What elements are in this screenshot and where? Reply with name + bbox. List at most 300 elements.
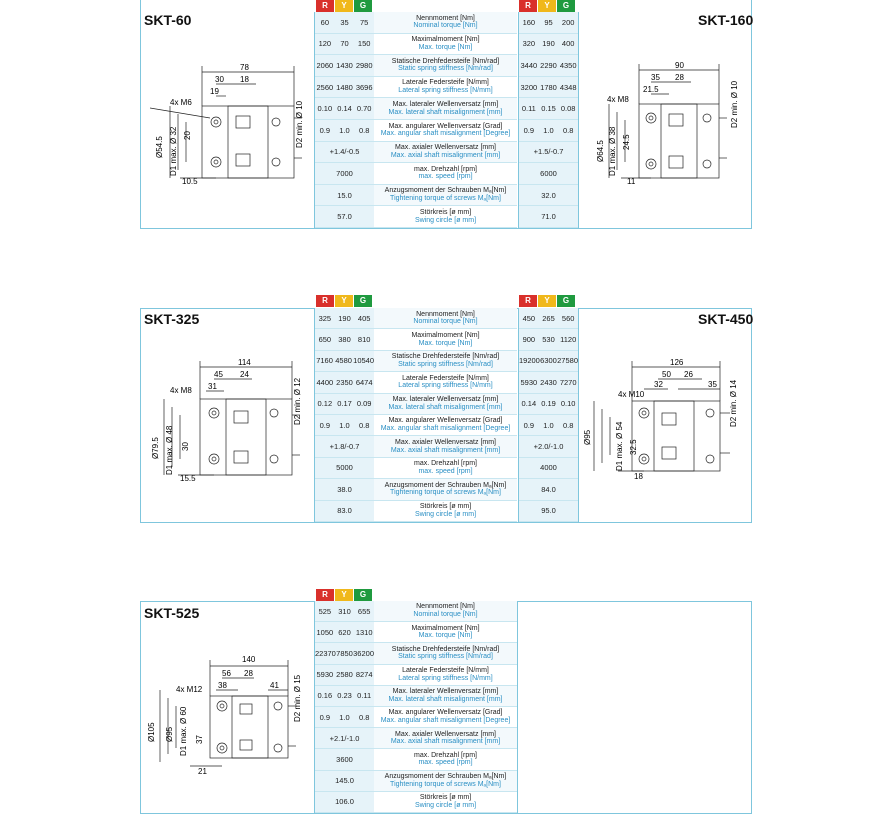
spec-label-en: Swing circle [ø mm]: [414, 801, 477, 809]
ryg-legend: R Y G: [316, 295, 373, 307]
value-row: [519, 372, 578, 393]
value-cell: 32.0: [541, 190, 556, 200]
value-row: [315, 436, 374, 457]
value-cell: 1480: [336, 82, 353, 92]
value-row: [519, 163, 578, 185]
spec-label-en: Max. angular shaft misalignment [Degree]: [380, 130, 511, 138]
value-row: [315, 415, 374, 436]
value-cell: 7160: [316, 356, 333, 366]
dim-label: 24.5: [622, 134, 631, 150]
spec-label-de: Max. lateraler Wellenversatz [mm]: [392, 688, 499, 696]
dim-label: 78: [240, 63, 249, 72]
value-cell: 2560: [316, 82, 334, 92]
spec-label-de: Statische Drehfedersteife [Nm/rad]: [391, 645, 500, 653]
value-cell: 0.08: [560, 104, 576, 114]
value-cell: 3696: [355, 82, 373, 92]
value-row: [315, 142, 374, 164]
value-cell: 650: [318, 335, 332, 345]
value-cell: 120: [318, 39, 332, 49]
value-cell: 6474: [355, 377, 373, 387]
labels-column: [374, 601, 518, 813]
spec-label-row: [374, 351, 517, 372]
dim-label: 10.5: [182, 177, 198, 186]
values-skt-325: [314, 308, 375, 522]
spec-label-en: Nominal torque [Nm]: [413, 611, 478, 619]
value-cell: 36200: [353, 648, 374, 658]
spec-label-en: Tightening torque of screws Mₐ[Nm]: [390, 489, 501, 497]
dim-label: D1 max. Ø 54: [615, 421, 624, 471]
spec-label-row: [374, 436, 517, 457]
spec-label-en: Max. angular shaft misalignment [Degree]: [380, 425, 511, 433]
spec-label-row: [374, 34, 517, 56]
value-row: [519, 120, 578, 142]
value-cell: 0.10: [560, 399, 576, 409]
spec-label-row: [374, 458, 517, 479]
dim-label: 45: [214, 370, 223, 379]
dim-label: D1 max. Ø 60: [179, 706, 188, 756]
value-cell: 190: [542, 39, 555, 49]
value-cell: 0.14: [337, 104, 352, 114]
spec-label-en: Max. lateral shaft misalignment [mm]: [388, 403, 503, 411]
value-cell: 27580: [557, 356, 578, 366]
value-row: [315, 308, 374, 329]
value-row: [315, 163, 374, 185]
spec-label-de: Max. angularer Wellenversatz [Grad]: [388, 709, 503, 717]
value-cell: 400: [561, 39, 575, 49]
dim-label: 32.5: [629, 439, 638, 455]
value-cell: 71.0: [541, 212, 556, 222]
spec-label-en: Static spring stiffness [Nm/rad]: [398, 65, 493, 73]
spec-label-en: Tightening torque of screws Mₐ[Nm]: [390, 780, 501, 788]
dim-label: D1 max. Ø 38: [608, 126, 617, 176]
spec-label-de: Max. axialer Wellenversatz [mm]: [394, 144, 496, 152]
spec-label-row: [374, 394, 517, 415]
value-cell: 0.9: [523, 420, 535, 430]
value-row: [519, 458, 578, 479]
value-cell: 900: [522, 335, 536, 345]
dim-label: 56: [222, 669, 231, 678]
value-cell: 2580: [336, 670, 353, 680]
value-cell: 0.15: [541, 104, 556, 114]
value-cell: 4348: [559, 82, 577, 92]
dim-label: Ø79.5: [151, 437, 160, 459]
spec-label-row: [374, 501, 517, 522]
dim-label: 30: [181, 442, 190, 451]
value-cell: 0.11: [521, 104, 536, 114]
value-cell: 450: [522, 313, 536, 323]
value-cell: 7270: [559, 377, 577, 387]
value-cell: 0.8: [358, 125, 370, 135]
value-row: [315, 34, 374, 56]
spec-label-en: Max. lateral shaft misalignment [mm]: [388, 108, 503, 116]
dim-label: 50: [662, 370, 671, 379]
value-cell: 0.9: [319, 712, 331, 722]
value-cell: 145.0: [335, 776, 354, 786]
values-skt-450: [518, 308, 579, 522]
value-row: [519, 436, 578, 457]
value-cell: 1.0: [339, 125, 350, 135]
value-row: [519, 351, 578, 372]
spec-label-de: max. Drehzahl [rpm]: [413, 460, 478, 468]
value-cell: 2060: [316, 60, 334, 70]
value-cell: 1780: [540, 82, 557, 92]
dim-label: D2 min. Ø 15: [293, 674, 302, 722]
value-row: [519, 415, 578, 436]
spec-label-row: [374, 206, 517, 228]
value-cell: 4000: [540, 463, 557, 473]
value-cell: 0.12: [317, 399, 333, 409]
spec-label-de: Laterale Federsteife [N/mm]: [402, 666, 489, 674]
value-cell: 4580: [335, 356, 352, 366]
value-row: [315, 394, 374, 415]
thread-label: 4x M12: [176, 685, 203, 694]
dim-label: 31: [208, 382, 217, 391]
value-row: [315, 601, 374, 622]
value-row: [315, 771, 374, 792]
spec-label-row: [374, 728, 517, 749]
thread-label: 4x M10: [618, 390, 645, 399]
value-cell: 310: [338, 606, 351, 616]
value-row: [519, 185, 578, 207]
value-cell: +2.1/-1.0: [329, 733, 360, 743]
value-cell: 0.9: [319, 420, 331, 430]
dim-label: 18: [240, 75, 249, 84]
spec-label-de: Max. axialer Wellenversatz [mm]: [394, 730, 496, 738]
spec-label-de: Nennmoment [Nm]: [416, 14, 475, 22]
spec-label-row: [374, 665, 517, 686]
value-cell: 2350: [336, 377, 353, 387]
value-cell: 380: [338, 335, 351, 345]
value-cell: 1050: [316, 627, 334, 637]
value-row: [315, 749, 374, 770]
value-cell: 0.8: [562, 420, 574, 430]
value-cell: 0.8: [562, 125, 574, 135]
value-row: [315, 643, 374, 664]
value-cell: 1.0: [543, 420, 554, 430]
spec-label-de: max. Drehzahl [rpm]: [413, 751, 478, 759]
value-cell: 1.0: [543, 125, 554, 135]
value-cell: 265: [542, 313, 555, 323]
dim-label: 32: [654, 380, 663, 389]
value-row: [315, 665, 374, 686]
dim-label: Ø105: [147, 722, 156, 742]
value-cell: 0.09: [356, 399, 372, 409]
value-row: [315, 55, 374, 77]
dim-label: 21: [198, 767, 207, 776]
dim-label: D2 min. Ø 10: [295, 100, 304, 148]
value-row: [315, 351, 374, 372]
dim-label: 19: [210, 87, 219, 96]
spec-label-row: [374, 55, 517, 77]
value-cell: 70: [340, 39, 349, 49]
dim-label: 18: [634, 472, 643, 481]
values-skt-60: [314, 12, 375, 228]
value-cell: 0.8: [358, 712, 370, 722]
dim-label: Ø54.5: [155, 136, 164, 158]
dim-label: 28: [675, 73, 684, 82]
spec-label-de: Störkreis [ø mm]: [419, 794, 472, 802]
dim-label: 28: [244, 669, 253, 678]
thread-label: 4x M6: [170, 98, 192, 107]
spec-label-de: Anzugsmoment der Schrauben Mₐ[Nm]: [384, 481, 507, 489]
spec-label-row: [374, 792, 517, 813]
value-row: [315, 185, 374, 207]
spec-label-de: Statische Drehfedersteife [Nm/rad]: [391, 353, 500, 361]
spec-label-de: Maximalmoment [Nm]: [411, 624, 480, 632]
value-row: [315, 707, 374, 728]
dim-label: 21.5: [643, 85, 659, 94]
spec-label-row: [374, 707, 517, 728]
value-row: [315, 372, 374, 393]
spec-label-de: Maximalmoment [Nm]: [411, 36, 480, 44]
value-cell: 1430: [336, 60, 353, 70]
value-cell: 38.0: [337, 484, 352, 494]
spec-label-row: [374, 643, 517, 664]
spec-label-en: Max. torque [Nm]: [418, 43, 473, 51]
value-cell: 75: [360, 17, 369, 27]
value-row: [315, 501, 374, 522]
spec-label-de: Anzugsmoment der Schrauben Mₐ[Nm]: [384, 187, 507, 195]
spec-label-en: Max. axial shaft misalignment [mm]: [390, 446, 501, 454]
value-cell: 10540: [353, 356, 375, 366]
value-cell: 525: [318, 606, 332, 616]
dim-label: D1 max. Ø 48: [165, 425, 174, 475]
value-row: [315, 686, 374, 707]
spec-label-en: Nominal torque [Nm]: [413, 318, 478, 326]
dim-label: 41: [270, 681, 279, 690]
value-cell: 106.0: [335, 797, 354, 807]
spec-label-en: Lateral spring stiffness [N/mm]: [398, 674, 493, 682]
spec-label-en: Nominal torque [Nm]: [413, 22, 478, 30]
drawing-skt-160: [595, 58, 750, 188]
spec-label-en: Static spring stiffness [Nm/rad]: [398, 653, 493, 661]
spec-label-row: [374, 686, 517, 707]
model-title-skt-325: SKT-325: [144, 311, 200, 327]
spec-label-row: [374, 415, 517, 436]
spec-label-de: Anzugsmoment der Schrauben Mₐ[Nm]: [384, 772, 507, 780]
value-cell: 0.23: [337, 691, 352, 701]
spec-label-row: [374, 308, 517, 329]
value-cell: 7000: [336, 168, 353, 178]
value-cell: 2430: [540, 377, 557, 387]
value-cell: 95.0: [541, 506, 556, 516]
dim-label: 38: [218, 681, 227, 690]
value-cell: 2980: [355, 60, 373, 70]
value-cell: 325: [318, 313, 332, 323]
value-cell: 0.9: [523, 125, 535, 135]
value-row: [315, 98, 374, 120]
value-row: [519, 501, 578, 522]
value-row: [315, 479, 374, 500]
value-cell: 5930: [316, 670, 334, 680]
thread-label: 4x M8: [607, 95, 629, 104]
spec-label-de: Maximalmoment [Nm]: [411, 331, 480, 339]
spec-label-de: Statische Drehfedersteife [Nm/rad]: [391, 57, 500, 65]
labels-column: [374, 12, 517, 228]
value-cell: +1.5/-0.7: [533, 147, 564, 157]
value-row: [315, 792, 374, 813]
dim-label: 15.5: [180, 474, 196, 483]
value-cell: 150: [357, 39, 371, 49]
spec-label-en: Max. lateral shaft misalignment [mm]: [388, 695, 503, 703]
value-cell: 190: [338, 313, 351, 323]
value-cell: 4400: [316, 377, 334, 387]
value-cell: 0.16: [317, 691, 333, 701]
value-cell: 560: [561, 313, 575, 323]
value-cell: 0.14: [521, 399, 537, 409]
spec-label-row: [374, 142, 517, 164]
ryg-legend: R Y G: [519, 295, 576, 307]
spec-label-de: Nennmoment [Nm]: [416, 310, 475, 318]
drawing-skt-525: [146, 650, 310, 780]
value-cell: 0.8: [358, 420, 370, 430]
dim-label: 35: [708, 380, 717, 389]
value-cell: +1.8/-0.7: [329, 442, 360, 452]
dim-label: 30: [215, 75, 224, 84]
spec-label-de: Störkreis [ø mm]: [419, 503, 472, 511]
dim-label: 20: [183, 131, 192, 140]
spec-label-en: Lateral spring stiffness [N/mm]: [398, 382, 493, 390]
value-row: [519, 77, 578, 99]
spec-label-en: Swing circle [ø mm]: [414, 510, 477, 518]
dim-label: 90: [675, 61, 684, 70]
dim-label: Ø95: [583, 429, 592, 445]
spec-label-en: Swing circle [ø mm]: [414, 216, 477, 224]
value-row: [519, 206, 578, 228]
spec-label-row: [374, 372, 517, 393]
dim-label: 140: [242, 655, 256, 664]
value-row: [315, 12, 374, 34]
value-cell: 655: [357, 606, 371, 616]
value-cell: 320: [522, 39, 536, 49]
spec-label-row: [374, 163, 517, 185]
value-cell: +2.0/-1.0: [533, 442, 564, 452]
value-cell: 3440: [520, 60, 538, 70]
model-title-skt-525: SKT-525: [144, 605, 200, 621]
value-cell: 35: [340, 17, 349, 27]
drawing-skt-450: [582, 355, 748, 485]
spec-label-de: Max. lateraler Wellenversatz [mm]: [392, 100, 499, 108]
spec-label-de: Max. lateraler Wellenversatz [mm]: [392, 396, 499, 404]
value-row: [315, 458, 374, 479]
value-row: [519, 12, 578, 34]
spec-label-en: Lateral spring stiffness [N/mm]: [398, 87, 493, 95]
value-cell: 405: [357, 313, 371, 323]
value-cell: +1.4/-0.5: [329, 147, 360, 157]
spec-label-de: Laterale Federsteife [N/mm]: [402, 374, 489, 382]
spec-label-row: [374, 185, 517, 207]
dim-label: 26: [684, 370, 693, 379]
value-cell: 0.10: [317, 104, 333, 114]
value-cell: 1310: [355, 627, 373, 637]
values-skt-525: [314, 601, 375, 813]
value-cell: 60: [320, 17, 329, 27]
dim-label: 24: [240, 370, 249, 379]
value-cell: 5000: [336, 463, 353, 473]
value-cell: 1120: [560, 335, 577, 345]
spec-label-en: Max. axial shaft misalignment [mm]: [390, 738, 501, 746]
value-cell: 4350: [559, 60, 577, 70]
dim-label: D2 min. Ø 12: [293, 377, 302, 425]
spec-label-row: [374, 622, 517, 643]
spec-label-de: Nennmoment [Nm]: [416, 603, 475, 611]
values-skt-160: [518, 12, 579, 228]
ryg-legend: R Y G: [519, 0, 576, 12]
dim-label: D1 max. Ø 32: [169, 126, 178, 176]
value-row: [315, 728, 374, 749]
value-cell: 200: [561, 17, 575, 27]
value-cell: 620: [338, 627, 351, 637]
spec-label-row: [374, 120, 517, 142]
value-cell: 3200: [520, 82, 538, 92]
spec-label-en: Max. angular shaft misalignment [Degree]: [380, 717, 511, 725]
spec-label-en: max. speed [rpm]: [418, 467, 473, 475]
value-cell: 0.11: [357, 691, 372, 701]
value-cell: 95: [544, 17, 553, 27]
value-row: [519, 55, 578, 77]
dim-label: 37: [195, 735, 204, 744]
spec-label-de: Max. angularer Wellenversatz [Grad]: [388, 417, 503, 425]
value-cell: 5930: [520, 377, 538, 387]
value-cell: 8274: [355, 670, 373, 680]
spec-label-en: Max. torque [Nm]: [418, 339, 473, 347]
dim-label: 114: [238, 358, 251, 367]
value-cell: 7850: [336, 648, 353, 658]
spec-label-en: Tightening torque of screws Mₐ[Nm]: [390, 195, 501, 203]
spec-label-row: [374, 77, 517, 99]
spec-label-row: [374, 601, 517, 622]
value-cell: 0.19: [541, 399, 556, 409]
model-title-skt-450: SKT-450: [698, 311, 754, 327]
spec-label-row: [374, 329, 517, 350]
value-cell: 6300: [540, 356, 557, 366]
value-cell: 160: [522, 17, 536, 27]
value-row: [519, 329, 578, 350]
value-cell: 57.0: [337, 212, 352, 222]
dim-label: D2 min. Ø 10: [730, 80, 739, 128]
drawing-skt-325: [148, 355, 310, 485]
value-cell: 3600: [336, 754, 353, 764]
spec-label-en: Static spring stiffness [Nm/rad]: [398, 360, 493, 368]
value-cell: 810: [357, 335, 371, 345]
dim-label: 11: [627, 177, 636, 186]
value-cell: 19200: [519, 356, 540, 366]
thread-label: 4x M8: [170, 386, 192, 395]
value-row: [519, 34, 578, 56]
value-cell: 0.70: [356, 104, 372, 114]
spec-label-row: [374, 98, 517, 120]
spec-label-row: [374, 12, 517, 34]
model-title-skt-60: SKT-60: [144, 12, 192, 28]
dim-label: Ø64.5: [596, 140, 605, 162]
value-row: [519, 479, 578, 500]
drawing-skt-60: [150, 58, 310, 188]
spec-label-de: Laterale Federsteife [N/mm]: [402, 79, 489, 87]
value-cell: 15.0: [337, 190, 352, 200]
model-title-skt-160: SKT-160: [698, 12, 754, 28]
spec-label-en: Max. torque [Nm]: [418, 632, 473, 640]
spec-label-de: Max. axialer Wellenversatz [mm]: [394, 438, 496, 446]
value-row: [315, 329, 374, 350]
value-cell: 0.17: [337, 399, 352, 409]
value-row: [315, 206, 374, 228]
value-row: [315, 120, 374, 142]
value-cell: 6000: [540, 168, 557, 178]
dim-label: Ø95: [165, 726, 174, 742]
spec-label-row: [374, 749, 517, 770]
value-cell: 1.0: [339, 712, 350, 722]
spec-label-en: Max. axial shaft misalignment [mm]: [390, 151, 501, 159]
